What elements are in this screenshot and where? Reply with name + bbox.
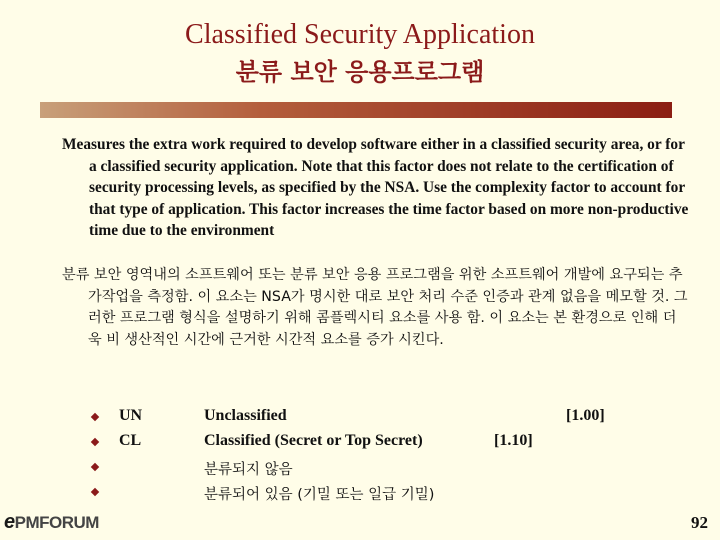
slide-subtitle: 분류 보안 응용프로그램 <box>235 58 485 86</box>
bullet-value: [1.00] <box>566 407 605 424</box>
bullet-code: UN <box>119 407 143 424</box>
bullet-description: 분류되어 있음 (기밀 또는 일급 기밀) <box>204 487 435 503</box>
logo-e-glyph: e <box>4 511 15 533</box>
logo-text: PMFORUM <box>14 513 99 532</box>
list-item <box>90 480 650 505</box>
pmforum-logo <box>4 511 99 534</box>
bullet-list <box>90 405 650 505</box>
bullet-description: 분류되지 않음 <box>204 462 293 478</box>
page-number: 92 <box>691 513 708 532</box>
title-divider-bar <box>40 102 672 118</box>
slide-title: Classified Security Application <box>185 19 535 50</box>
bullet-description: Classified (Secret or Top Secret) <box>204 432 423 449</box>
diamond-bullet-icon <box>91 413 99 421</box>
bullet-code: CL <box>119 432 142 449</box>
diamond-bullet-icon <box>91 463 99 471</box>
bullet-description: Unclassified <box>204 407 287 424</box>
paragraph-korean: 분류 보안 영역내의 소프트웨어 또는 분류 보안 응용 프로그램을 위한 소프트웨어 개발에 요구되는 추가작업을 측정함. 이 요소는 NSA가 명시한 대로 보안 처리 수준 인증과 관계 없음을 메모할 것. 그러한 프로그램 형식을 설명하기 위해 콤플렉시티 요소를 사용 함. 이 요소는 본 환경으로 인해 더욱 비 생산적인 시간에 근거한 시간적 요소를 증가 시킨다. <box>62 267 688 348</box>
paragraph-english: Measures the extra work required to develop software either in a classified security area, or for a classified security application. Note that this factor does not relate to the certification of security processing levels, as specified by the NSA. Use the complexity factor to account for that type of application. This factor increases the time factor based on more non-productive time due to the environment <box>62 136 689 239</box>
list-item <box>90 455 650 480</box>
diamond-bullet-icon <box>91 438 99 446</box>
bullet-value: [1.10] <box>494 432 533 449</box>
list-item <box>90 430 650 455</box>
list-item <box>90 405 650 430</box>
diamond-bullet-icon <box>91 488 99 496</box>
